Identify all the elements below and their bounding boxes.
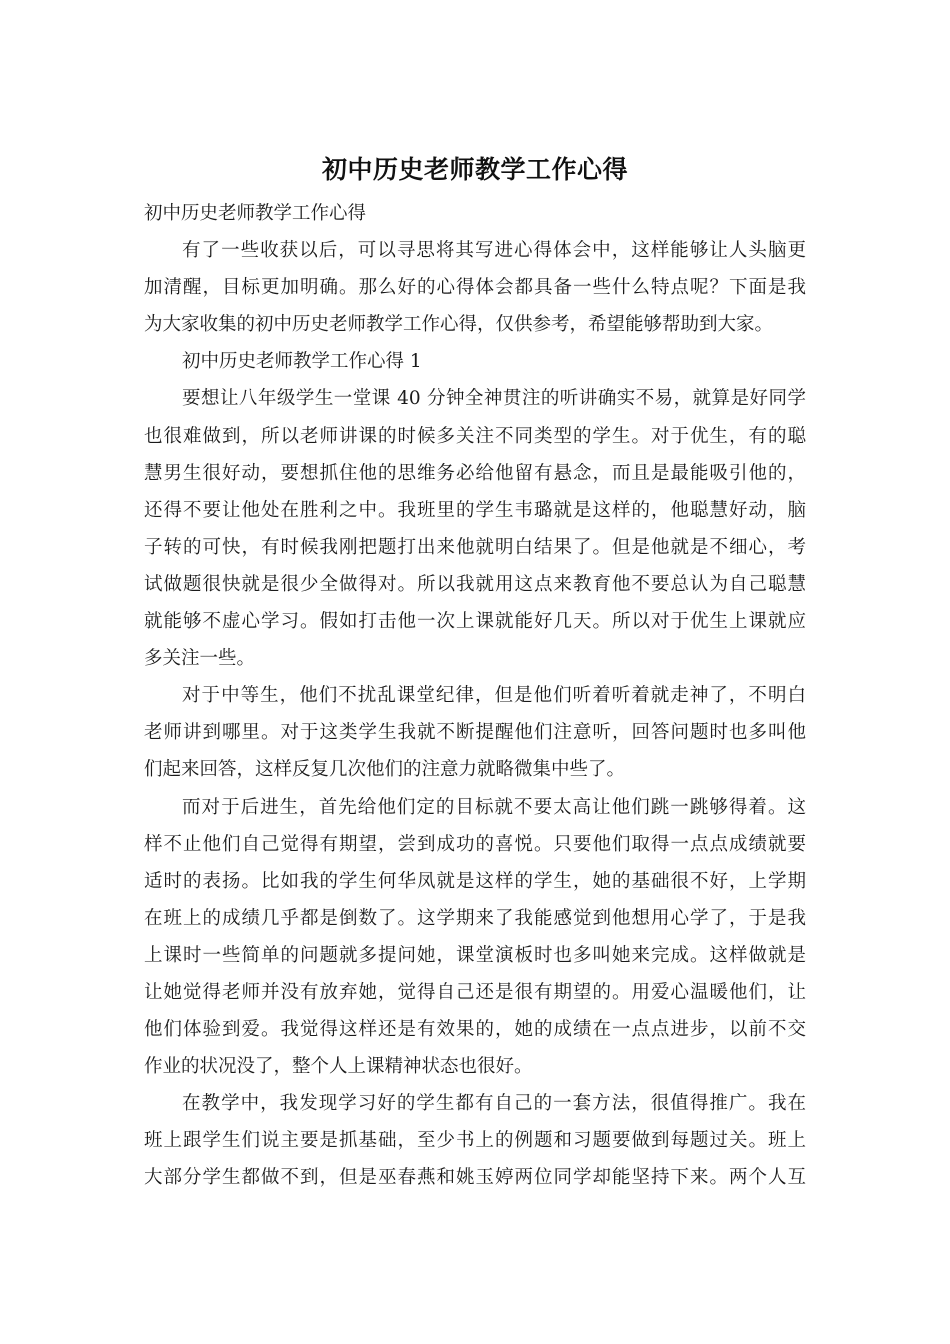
text-line: 而对于后进生，首先给他们定的目标就不要太高让他们跳一跳够得着。这	[182, 796, 806, 818]
document-body	[144, 195, 806, 1197]
text-line: 多关注一些。	[144, 648, 256, 670]
text-line: 慧男生很好动，要想抓住他的思维务必给他留有悬念，而且是最能吸引他的，	[144, 462, 806, 484]
text-line: 班上跟学生们说主要是抓基础，至少书上的例题和习题要做到每题过关。班上	[144, 1130, 806, 1152]
text-line: 子转的可快，有时候我刚把题打出来他就明白结果了。但是他就是不细心，考	[144, 536, 806, 558]
text-line: 要想让八年级学生一堂课 40 分钟全神贯注的听讲确实不易，就算是好同学	[182, 388, 806, 410]
document-title: 初中历史老师教学工作心得	[321, 155, 628, 184]
text-line: 在教学中，我发现学习好的学生都有自己的一套方法，很值得推广。我在	[182, 1093, 806, 1115]
text-line: 有了一些收获以后，可以寻思将其写进心得体会中，这样能够让人头脑更	[182, 240, 806, 262]
text-line: 试做题很快就是很少全做得对。所以我就用这点来教育他不要总认为自己聪慧	[144, 573, 806, 595]
text-line: 就能够不虚心学习。假如打击他一次上课就能好几天。所以对于优生上课就应	[144, 611, 806, 633]
text-line: 大部分学生都做不到，但是巫春燕和姚玉婷两位同学却能坚持下来。两个人互	[144, 1167, 806, 1189]
text-line: 他们体验到爱。我觉得这样还是有效果的，她的成绩在一点点进步，以前不交	[144, 1019, 806, 1041]
text-line: 让她觉得老师并没有放弃她，觉得自己还是很有期望的。用爱心温暖他们，让	[144, 981, 806, 1003]
text-line: 对于中等生，他们不扰乱课堂纪律，但是他们听着听着就走神了，不明白	[182, 685, 806, 707]
text-line: 为大家收集的初中历史老师教学工作心得，仅供参考，希望能够帮助到大家。	[144, 314, 774, 336]
text-line: 们起来回答，这样反复几次他们的注意力就略微集中些了。	[144, 759, 626, 781]
text-line: 也很难做到，所以老师讲课的时候多关注不同类型的学生。对于优生，有的聪	[144, 425, 806, 447]
text-line: 在班上的成绩几乎都是倒数了。这学期来了我能感觉到他想用心学了，于是我	[144, 907, 806, 929]
text-line: 加清醒，目标更加明确。那么好的心得体会都具备一些什么特点呢？下面是我	[144, 277, 806, 299]
text-line: 初中历史老师教学工作心得	[144, 203, 367, 224]
text-line: 作业的状况没了，整个人上课精神状态也很好。	[144, 1056, 533, 1078]
text-line: 样不止他们自己觉得有期望，尝到成功的喜悦。只要他们取得一点点成绩就要	[144, 833, 806, 855]
text-line: 适时的表扬。比如我的学生何华凤就是这样的学生，她的基础很不好，上学期	[144, 870, 806, 892]
text-line: 初中历史老师教学工作心得 1	[182, 351, 422, 373]
text-line: 还得不要让他处在胜利之中。我班里的学生韦璐就是这样的，他聪慧好动，脑	[144, 499, 806, 521]
text-line: 上课时一些简单的问题就多提问她，课堂演板时也多叫她来完成。这样做就是	[144, 944, 806, 966]
text-line: 老师讲到哪里。对于这类学生我就不断提醒他们注意听，回答问题时也多叫他	[144, 722, 806, 744]
